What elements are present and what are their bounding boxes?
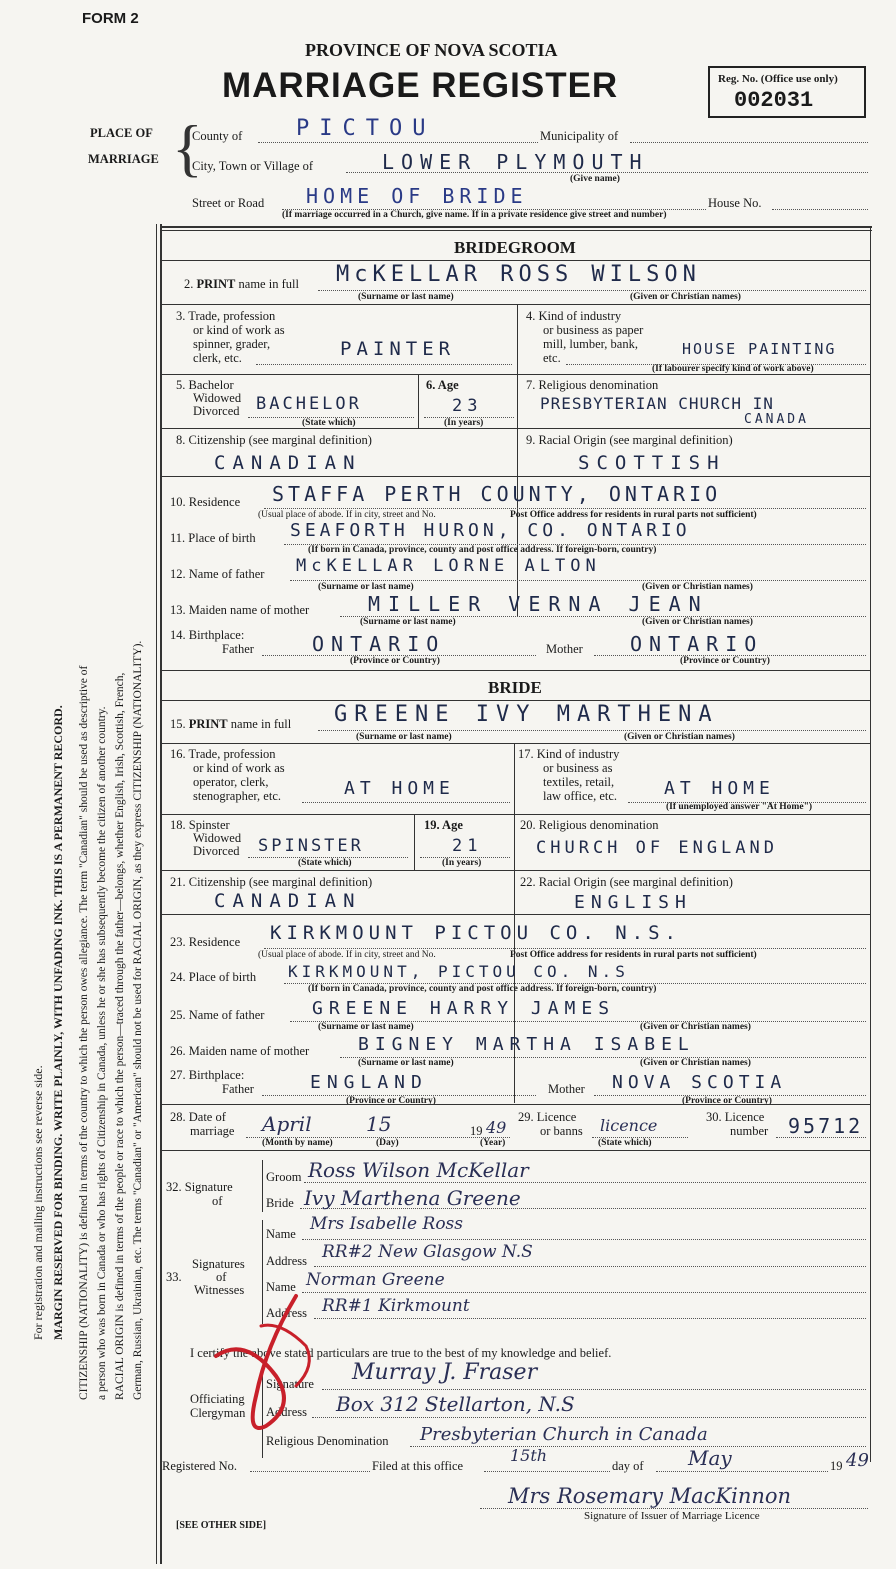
groom-trade-value: PAINTER xyxy=(340,338,456,360)
issuer-signature: Mrs Rosemary MacKinnon xyxy=(508,1484,792,1508)
groom-religion-value: PRESBYTERIAN CHURCH IN xyxy=(540,394,774,413)
bride-age-label: 19. Age xyxy=(424,818,463,832)
bride-trade-label: 16. Trade, profession xyxy=(170,747,276,761)
signature-of-label: of xyxy=(212,1194,223,1208)
groom-mother-birthplace: ONTARIO xyxy=(630,632,764,656)
red-check-mark-icon xyxy=(206,1286,326,1436)
witness1-name-label: Name xyxy=(266,1227,296,1241)
reg-office-note: (Office use only) xyxy=(760,73,838,85)
marriage-year-prefix: 19 xyxy=(470,1124,483,1138)
bride-residence-note: (Usual place of abode. If in city, street and No. xyxy=(258,950,436,960)
groom-name-label: 2. PRINT name in full xyxy=(184,277,299,291)
bride-industry-label: 17. Kind of industry xyxy=(518,747,620,761)
municipality-label: Municipality of xyxy=(540,129,619,143)
bride-birthplace-label: 27. Birthplace: xyxy=(170,1068,245,1082)
groom-residence-note: (Usual place of abode. If in city, street and No. xyxy=(258,510,436,520)
groom-years-note: (In years) xyxy=(444,418,484,428)
bride-father-surname-note: (Surname or last name) xyxy=(318,1022,414,1032)
witnesses-of-label: of xyxy=(216,1270,227,1284)
groom-trade-label-4: clerk, etc. xyxy=(193,351,242,365)
date-of-marriage-label-2: marriage xyxy=(190,1124,235,1138)
witness2-name: Norman Greene xyxy=(306,1270,445,1290)
day-of-label: day of xyxy=(612,1459,644,1473)
bride-industry-label-3: textiles, retail, xyxy=(543,775,615,789)
clergy-address: Box 312 Stellarton, N.S xyxy=(336,1392,575,1416)
officiating-label: Officiating xyxy=(190,1392,245,1406)
bride-father-value: GREENE HARRY JAMES xyxy=(312,998,616,1019)
bride-industry-label-2: or business as xyxy=(543,761,613,775)
bride-racial-label: 22. Racial Origin (see marginal definition) xyxy=(520,875,733,889)
city-label: City, Town or Village of xyxy=(192,159,314,173)
bride-status-value: SPINSTER xyxy=(258,836,364,856)
groom-birthplace-label: 14. Birthplace: xyxy=(170,628,245,642)
bride-mother-prov-note: (Province or Country) xyxy=(682,1096,772,1106)
county-label: County of xyxy=(192,129,243,143)
bride-birthplace-mother-label: Mother xyxy=(548,1082,585,1096)
day-note: (Day) xyxy=(376,1138,399,1148)
witnesses-label: Signatures xyxy=(192,1257,245,1271)
city-note: (Give name) xyxy=(570,174,620,184)
licence-type-note: (State which) xyxy=(598,1138,652,1148)
groom-birthplace-mother-label: Mother xyxy=(546,642,583,656)
groom-religion-value-2: CANADA xyxy=(744,412,809,427)
groom-state-note: (State which) xyxy=(302,418,356,428)
groom-father-birthplace: ONTARIO xyxy=(312,632,446,656)
witnesses-label-2: Witnesses xyxy=(194,1283,245,1297)
groom-father-surname-note: (Surname or last name) xyxy=(318,582,414,592)
licence-number-label-2: number xyxy=(730,1124,769,1138)
date-of-marriage-label: 28. Date of xyxy=(170,1110,226,1124)
groom-trade-label-2: or kind of work as xyxy=(193,323,285,337)
margin-citizenship-def: CITIZENSHIP (NATIONALITY) is defined in terms of the country to which the person owes allegiance. The term "Canadian" should be used as descriptive of xyxy=(78,665,90,1400)
witness2-name-label: Name xyxy=(266,1280,296,1294)
filed-year: 49 xyxy=(846,1450,869,1471)
groom-father-label: 12. Name of father xyxy=(170,567,265,581)
bride-mother-surname-note: (Surname or last name) xyxy=(358,1058,454,1068)
bride-mother-given-note: (Given or Christian names) xyxy=(640,1058,751,1068)
margin-binding-note: MARGIN RESERVED FOR BINDING. WRITE PLAINLY, WITH UNFADING INK. THIS IS A PERMANENT RECORD. xyxy=(51,705,65,1340)
bride-birthplace-father-label: Father xyxy=(222,1082,254,1096)
licence-type-value: licence xyxy=(600,1116,658,1135)
groom-industry-label-4: etc. xyxy=(543,351,561,365)
bride-age-value: 21 xyxy=(452,836,483,856)
groom-religion-label: 7. Religious denomination xyxy=(526,378,659,392)
groom-birth-note: (If born in Canada, province, county and post office address. If foreign-born, country) xyxy=(308,545,657,555)
groom-birthplace-father-label: Father xyxy=(222,642,254,656)
city-value: LOWER PLYMOUTH xyxy=(382,150,649,174)
bride-citizenship-label: 21. Citizenship (see marginal definition) xyxy=(170,875,373,889)
groom-industry-value: HOUSE PAINTING xyxy=(682,340,837,358)
issuer-note: Signature of Issuer of Marriage Licence xyxy=(584,1510,760,1522)
bride-name-label: 15. PRINT name in full xyxy=(170,717,292,731)
reg-no-label: Reg. No. xyxy=(718,73,759,85)
groom-trade-label: 3. Trade, profession xyxy=(176,309,276,323)
groom-trade-label-3: spinner, grader, xyxy=(193,337,271,351)
witnesses-number: 33. xyxy=(166,1270,182,1284)
filed-label: Filed at this office xyxy=(372,1459,464,1473)
clergy-denomination: Presbyterian Church in Canada xyxy=(420,1424,708,1445)
groom-status-value: BACHELOR xyxy=(256,394,362,414)
bride-state-note: (State which) xyxy=(298,858,352,868)
clergy-denomination-label: Religious Denomination xyxy=(266,1434,389,1448)
marriage-year: 49 xyxy=(486,1118,507,1137)
bride-father-prov-note: (Province or Country) xyxy=(346,1096,436,1106)
groom-name-value: McKELLAR ROSS WILSON xyxy=(336,262,701,287)
filed-month: May xyxy=(688,1446,732,1470)
groom-industry-label-2: or business as paper xyxy=(543,323,644,337)
groom-mother-value: MILLER VERNA JEAN xyxy=(368,592,709,616)
form-number: FORM 2 xyxy=(82,10,139,27)
groom-mother-given-note: (Given or Christian names) xyxy=(642,617,753,627)
bride-trade-label-2: or kind of work as xyxy=(193,761,285,775)
place-of-label: PLACE OF xyxy=(90,126,153,140)
bride-birth-note: (If born in Canada, province, county and post office address. If foreign-born, country) xyxy=(308,984,657,994)
bride-surname-note: (Surname or last name) xyxy=(356,732,452,742)
groom-residence-label: 10. Residence xyxy=(170,495,241,509)
street-value: HOME OF BRIDE xyxy=(306,184,528,208)
bride-father-birthplace: ENGLAND xyxy=(310,1072,428,1093)
bride-racial-value: ENGLISH xyxy=(574,892,692,913)
margin-instructions: For registration and mailing instructions see reverse side. xyxy=(31,1065,45,1340)
margin-citizenship-def-2: a person who was born in Canada or who has rights of Citizenship in Canada, unless he or she has subsequently become the citizen of another country. xyxy=(96,706,108,1400)
bride-birth-value: KIRKMOUNT, PICTOU CO. N.S xyxy=(288,962,629,981)
month-note: (Month by name) xyxy=(262,1138,333,1148)
bride-given-note: (Given or Christian names) xyxy=(624,732,735,742)
bride-heading: BRIDE xyxy=(488,678,542,697)
clergy-signature: Murray J. Fraser xyxy=(352,1360,538,1385)
marriage-day: 15 xyxy=(366,1112,392,1136)
registered-no-label: Registered No. xyxy=(162,1459,237,1473)
bride-residence-note-2: Post Office address for residents in rural parts not sufficient) xyxy=(510,950,757,960)
groom-citizenship-label: 8. Citizenship (see marginal definition) xyxy=(176,433,372,447)
witness1-name: Mrs Isabelle Ross xyxy=(310,1214,463,1234)
clergy-signature-label: Signature xyxy=(266,1377,314,1391)
bride-status-label-2: Widowed xyxy=(193,831,242,845)
bride-status-label: 18. Spinster xyxy=(170,818,230,832)
bride-father-given-note: (Given or Christian names) xyxy=(640,1022,751,1032)
place-brace: { xyxy=(172,112,203,183)
licence-label-2: or banns xyxy=(540,1124,583,1138)
bride-religion-label: 20. Religious denomination xyxy=(520,818,659,832)
groom-age-label: 6. Age xyxy=(426,378,459,392)
page-title: MARRIAGE REGISTER xyxy=(222,66,619,105)
groom-status-label: 5. Bachelor xyxy=(176,378,234,392)
filed-year-prefix: 19 xyxy=(830,1459,843,1473)
witness2-address-label: Address xyxy=(266,1306,307,1320)
groom-status-label-3: Divorced xyxy=(193,404,240,418)
groom-father-value: McKELLAR LORNE ALTON xyxy=(296,556,601,576)
bride-mother-birthplace: NOVA SCOTIA xyxy=(612,1072,787,1093)
groom-mother-surname-note: (Surname or last name) xyxy=(360,617,456,627)
licence-number-label: 30. Licence xyxy=(706,1110,765,1124)
bride-mother-label: 26. Maiden name of mother xyxy=(170,1044,310,1058)
marriage-month: April xyxy=(262,1112,312,1136)
see-other-side: [SEE OTHER SIDE] xyxy=(176,1520,267,1531)
bridegroom-heading: BRIDEGROOM xyxy=(454,238,576,257)
bride-signature: Ivy Marthena Greene xyxy=(304,1186,521,1210)
bride-signature-label: Bride xyxy=(266,1196,294,1210)
bride-industry-note: (If unemployed answer "At Home") xyxy=(666,802,813,812)
witness1-address: RR#2 New Glasgow N.S xyxy=(322,1242,533,1262)
groom-birth-label: 11. Place of birth xyxy=(170,531,256,545)
groom-mother-label: 13. Maiden name of mother xyxy=(170,603,310,617)
bride-mother-value: BIGNEY MARTHA ISABEL xyxy=(358,1034,695,1055)
house-no-label: House No. xyxy=(708,196,762,210)
bride-name-value: GREENE IVY MARTHENA xyxy=(334,702,719,727)
groom-signature-label: Groom xyxy=(266,1170,302,1184)
bride-status-label-3: Divorced xyxy=(193,844,240,858)
groom-father-given-note: (Given or Christian names) xyxy=(642,582,753,592)
reg-no-value: 002031 xyxy=(734,88,814,113)
clergyman-label: Clergyman xyxy=(190,1406,246,1420)
groom-age-value: 23 xyxy=(452,396,483,416)
witness1-address-label: Address xyxy=(266,1254,307,1268)
bride-trade-label-4: stenographer, etc. xyxy=(193,789,282,803)
groom-industry-label-3: mill, lumber, bank, xyxy=(543,337,638,351)
bride-residence-label: 23. Residence xyxy=(170,935,241,949)
bride-citizenship-value: CANADIAN xyxy=(214,890,362,912)
bride-trade-value: AT HOME xyxy=(344,778,455,799)
licence-label: 29. Licence xyxy=(518,1110,577,1124)
filed-day: 15th xyxy=(510,1446,548,1465)
bride-industry-label-4: law office, etc. xyxy=(543,789,618,803)
groom-given-note: (Given or Christian names) xyxy=(630,292,741,302)
groom-birth-value: SEAFORTH HURON, CO. ONTARIO xyxy=(290,520,691,541)
bride-years-note: (In years) xyxy=(442,858,482,868)
groom-signature: Ross Wilson McKellar xyxy=(308,1158,529,1182)
margin-racial-def: RACIAL ORIGIN is defined in terms of the people or race to which the person—traced through the father—belongs, whether English, Irish, Scottish, French, xyxy=(114,672,126,1400)
groom-residence-note-2: Post Office address for residents in rural parts not sufficient) xyxy=(510,510,757,520)
province-heading: PROVINCE OF NOVA SCOTIA xyxy=(305,40,558,60)
bride-father-label: 25. Name of father xyxy=(170,1008,265,1022)
bride-residence-value: KIRKMOUNT PICTOU CO. N.S. xyxy=(270,922,681,944)
groom-surname-note: (Surname or last name) xyxy=(358,292,454,302)
bride-trade-label-3: operator, clerk, xyxy=(193,775,269,789)
certify-statement: I certify the above stated particulars are true to the best of my knowledge and belief. xyxy=(190,1346,612,1360)
year-note: (Year) xyxy=(480,1138,506,1148)
county-value: PICTOU xyxy=(296,116,436,141)
signature-label: 32. Signature xyxy=(166,1180,233,1194)
marriage-label: MARRIAGE xyxy=(88,152,159,166)
groom-mother-prov-note: (Province or Country) xyxy=(680,656,770,666)
groom-industry-note: (If labourer specify kind of work above) xyxy=(652,364,814,374)
groom-father-prov-note: (Province or Country) xyxy=(350,656,440,666)
groom-racial-value: SCOTTISH xyxy=(578,452,726,474)
reg-no-box xyxy=(708,66,866,118)
margin-racial-def-2: German, Russian, Ukrainian, etc. The terms "Canadian" or "American" should not be used for RACIAL ORIGIN, as they express CITIZENSHIP (NATIONALITY). xyxy=(132,640,144,1400)
groom-racial-label: 9. Racial Origin (see marginal definition) xyxy=(526,433,733,447)
bride-religion-value: CHURCH OF ENGLAND xyxy=(536,838,778,858)
bride-birth-label: 24. Place of birth xyxy=(170,970,257,984)
street-note: (If marriage occurred in a Church, give name. If in a private residence give street and number) xyxy=(282,210,667,220)
groom-residence-value: STAFFA PERTH COUNTY, ONTARIO xyxy=(272,482,722,506)
clergy-address-label: Address xyxy=(266,1405,307,1419)
witness2-address: RR#1 Kirkmount xyxy=(322,1296,470,1316)
street-label: Street or Road xyxy=(192,196,265,210)
bride-industry-value: AT HOME xyxy=(664,778,775,799)
groom-status-label-2: Widowed xyxy=(193,391,242,405)
licence-number-value: 95712 xyxy=(788,1114,864,1138)
groom-industry-label: 4. Kind of industry xyxy=(526,309,622,323)
groom-citizenship-value: CANADIAN xyxy=(214,452,362,474)
